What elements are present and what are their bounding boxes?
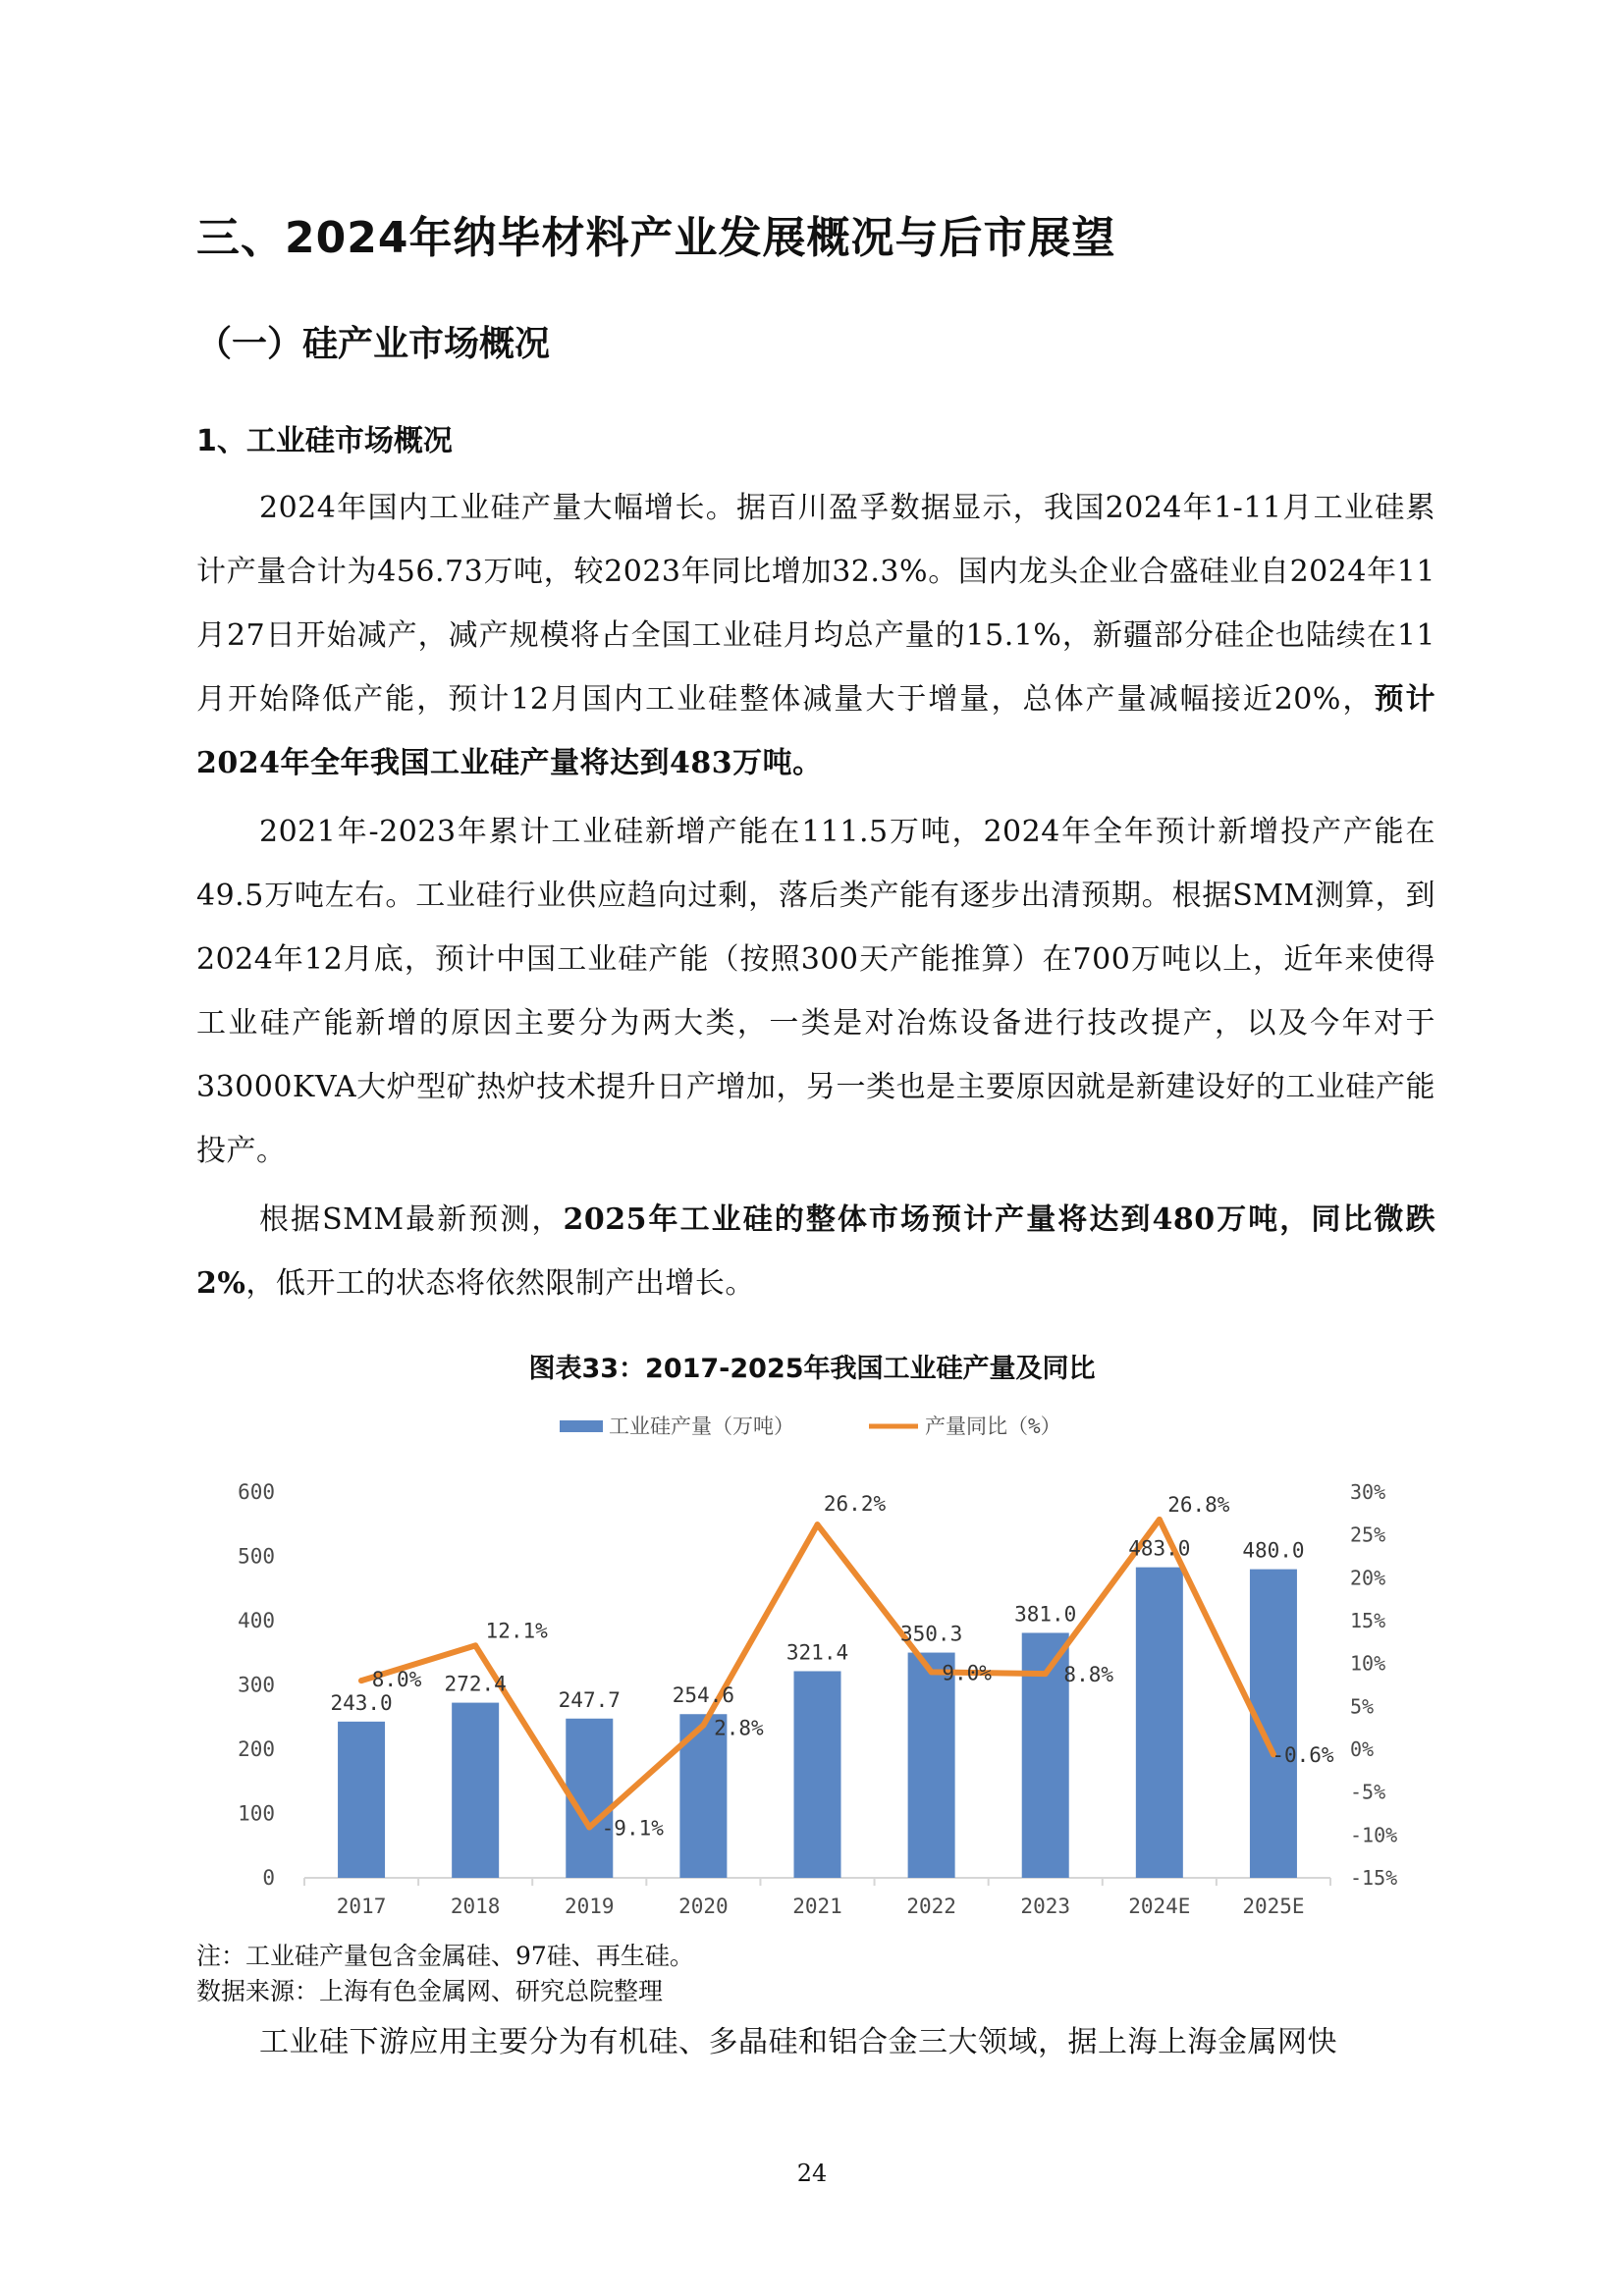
line-point <box>1157 1517 1163 1522</box>
y-left-tick-label: 300 <box>238 1673 275 1697</box>
x-tick-label: 2020 <box>678 1895 729 1918</box>
x-tick-label: 2022 <box>906 1895 956 1918</box>
bar <box>908 1653 955 1878</box>
y-right-tick-label: 30% <box>1350 1480 1386 1504</box>
line-point <box>472 1642 478 1648</box>
line-point <box>586 1824 592 1830</box>
paragraph-forecast-text-b: ，低开工的状态将依然限制产出增长。 <box>245 1266 755 1301</box>
line-value-label: 26.8% <box>1167 1492 1230 1517</box>
bar-value-label: 247.7 <box>558 1687 621 1712</box>
line-point <box>1043 1671 1049 1677</box>
bar <box>452 1703 499 1878</box>
bar-value-label: 381.0 <box>1014 1602 1077 1627</box>
line-value-label: 8.0% <box>371 1668 422 1692</box>
x-tick-label: 2019 <box>564 1895 615 1918</box>
y-right-tick-label: -5% <box>1350 1780 1386 1804</box>
line-value-label: 26.2% <box>823 1492 887 1517</box>
bar <box>1136 1568 1183 1878</box>
line-value-label: 12.1% <box>485 1619 548 1643</box>
chart-source: 数据来源：上海有色金属网、研究总院整理 <box>196 1977 664 2005</box>
production-chart <box>196 1399 1435 1929</box>
subsubsection-heading: 1、工业硅市场概况 <box>196 424 453 458</box>
y-left-tick-label: 400 <box>238 1609 275 1632</box>
line-value-label: 9.0% <box>942 1661 992 1685</box>
chart-note: 注：工业硅产量包含金属硅、97硅、再生硅。 <box>196 1942 694 1970</box>
line-value-label: 2.8% <box>714 1716 764 1740</box>
y-left-tick-label: 100 <box>238 1801 275 1826</box>
paragraph-downstream: 工业硅下游应用主要分为有机硅、多晶硅和铝合金三大领域，据上海上海金属网快 <box>259 2025 1337 2059</box>
bar <box>338 1722 385 1878</box>
bar-value-label: 254.6 <box>672 1683 734 1708</box>
section-heading: 三、2024年纳毕材料产业发展概况与后市展望 <box>196 213 1116 263</box>
bar-value-label: 480.0 <box>1242 1538 1305 1563</box>
y-left-tick-label: 500 <box>238 1544 275 1569</box>
bar-value-label: 483.0 <box>1128 1536 1191 1561</box>
bar-series <box>338 1568 1297 1878</box>
paragraph-production-bold: 预计2024年全年我国工业硅产量将达到483万吨。 <box>196 682 1435 780</box>
bar-value-label: 272.4 <box>444 1672 507 1696</box>
bar <box>794 1671 841 1878</box>
chart-legend <box>560 1415 1061 1438</box>
page-number: 24 <box>796 2160 828 2187</box>
x-tick-label: 2024E <box>1128 1895 1191 1918</box>
paragraph-forecast-bold: 2025年工业硅的整体市场预计产量将达到480万吨，同比微跌2% <box>196 1202 1435 1301</box>
line-point <box>358 1678 364 1683</box>
paragraph-forecast-text-a: 根据SMM最新预测， <box>259 1202 564 1237</box>
line-value-label: 8.8% <box>1063 1663 1114 1687</box>
line-point <box>929 1669 935 1675</box>
y-right-tick-label: 5% <box>1350 1694 1375 1719</box>
line-value-label: -0.6% <box>1272 1743 1334 1768</box>
paragraph-production <box>196 476 1435 795</box>
y-right-tick-label: 15% <box>1350 1609 1386 1632</box>
line-point <box>700 1723 706 1729</box>
x-tick-label: 2021 <box>792 1895 842 1918</box>
legend-bar-swatch <box>560 1420 603 1432</box>
x-tick-label: 2018 <box>450 1895 501 1918</box>
legend-line-label: 产量同比（%） <box>925 1415 1061 1438</box>
line-point <box>815 1522 821 1527</box>
subsection-heading: （一）硅产业市场概况 <box>196 324 551 364</box>
chart-title: 图表33：2017-2025年我国工业硅产量及同比 <box>528 1354 1096 1384</box>
paragraph-forecast <box>196 1188 1435 1315</box>
y-right-tick-label: 10% <box>1350 1651 1386 1676</box>
y-left-tick-label: 200 <box>238 1737 275 1761</box>
paragraph-capacity: 2021年-2023年累计工业硅新增产能在111.5万吨，2024年全年预计新增投产产能在49.5万吨左右。工业硅行业供应趋向过剩，落后类产能有逐步出清预期。根据SMM测算，到2024年12月底，预计中国工业硅产能（按照300天产能推算）在700万吨以上，近年来使得工业硅产能新增的原因主要分为两大类，一类是对冶炼设备进行技改提产，以及今年对于33000KVA大炉型矿热炉技术提升日产增加，另一类也是主要原因就是新建设好的工业硅产能投产。 <box>196 815 1435 1168</box>
paragraph-production-text: 2024年国内工业硅产量大幅增长。据百川盈孚数据显示，我国2024年1-11月工业硅累计产量合计为456.73万吨，较2023年同比增加32.3%。国内龙头企业合盛硅业自2024年11月27日开始减产，减产规模将占全国工业硅月均总产量的15.1%，新疆部分硅企也陆续在11月开始降低产能，预计12月国内工业硅整体减量大于增量，总体产量减幅接近20%， <box>196 491 1435 717</box>
y-right-tick-label: 20% <box>1350 1566 1386 1590</box>
bar-value-label: 350.3 <box>900 1622 963 1646</box>
y-right-tick-label: 0% <box>1350 1737 1375 1761</box>
y-left-tick-label: 600 <box>238 1480 275 1504</box>
y-right-tick-label: -10% <box>1350 1823 1398 1847</box>
y-right-tick-label: -15% <box>1350 1866 1398 1890</box>
x-tick-label: 2017 <box>336 1895 387 1918</box>
legend-bar-label: 工业硅产量（万吨） <box>609 1415 794 1438</box>
x-tick-label: 2023 <box>1020 1895 1071 1918</box>
bar-value-label: 243.0 <box>330 1690 393 1715</box>
bar-value-label: 321.4 <box>785 1640 849 1665</box>
x-tick-label: 2025E <box>1242 1895 1305 1918</box>
line-value-label: -9.1% <box>601 1816 664 1841</box>
y-right-tick-label: 25% <box>1350 1522 1386 1547</box>
y-left-tick-label: 0 <box>262 1866 275 1890</box>
